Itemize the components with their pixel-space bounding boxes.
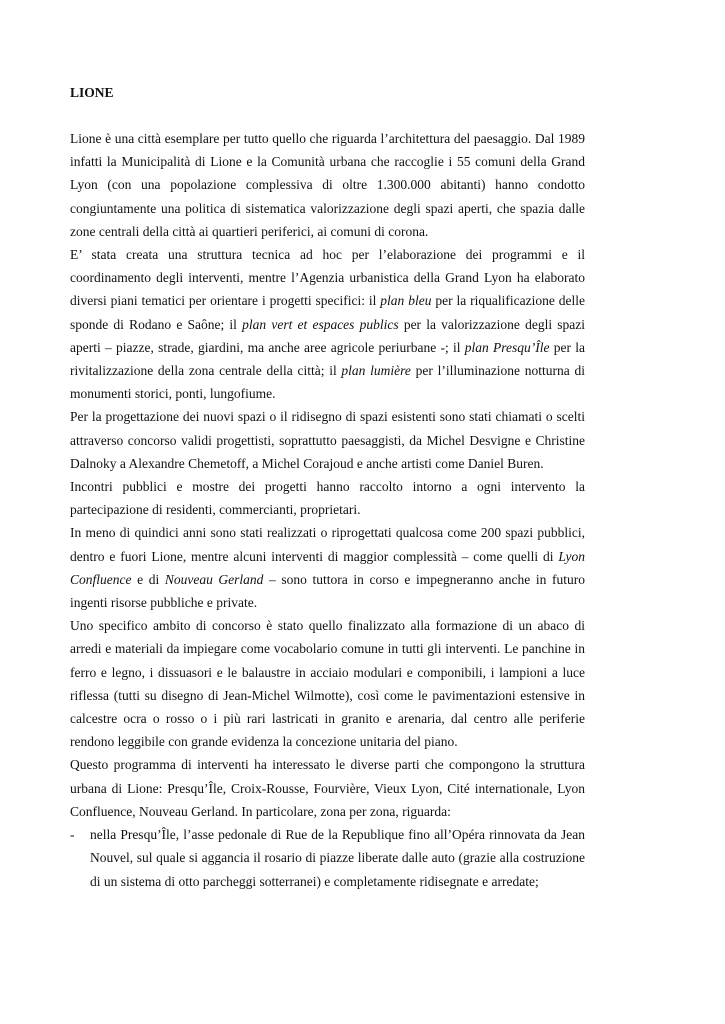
paragraph-plans xyxy=(70,243,585,405)
paragraph-public-meetings xyxy=(70,475,585,521)
text-run: Uno specifico ambito di concorso è stato quello finalizzato alla formazione di un abaco di arredi e materiali da impiegare come vocabolario comune in tutti gli interventi. Le panchine in ferro e legno, i dissuasori e le balaustre in acciaio modulari e componibili, i lampioni a luce riflessa (tutti su disegno di Jean-Michel Wilmotte), così come le pavimentazioni estensive in calcestre ocra o rosso o i più rari lastricati in granito e arenaria, dal centro alle periferie rendono leggibile con grande evidenza la concezione unitaria del piano. xyxy=(70,618,585,750)
paragraph-furniture xyxy=(70,614,585,753)
paragraph-intro xyxy=(70,127,585,243)
paragraph-urban-structure xyxy=(70,753,585,823)
italic-lyon-confluence: Lyon Confluence xyxy=(70,548,585,587)
text-run: Incontri pubblici e mostre dei progetti hanno raccolto intorno a ogni intervento la partecipazione di residenti, commercianti, proprietari. xyxy=(70,479,585,518)
italic-plan-presquile: plan Presqu’Île xyxy=(464,339,550,355)
text-run: Per la progettazione dei nuovi spazi o il ridisegno di spazi esistenti sono stati chiamati o scelti attraverso concorso validi progettisti, soprattutto paesaggisti, da Michel Desvigne e Christine Dalnoky a Alexandre Chemetoff, a Michel Corajoud e anche artisti come Daniel Buren. xyxy=(70,409,585,471)
text-run: In meno di quindici anni sono stati realizzati o riprogettati qualcosa come 200 spazi pubblici, dentro e fuori Lione, mentre alcuni interventi di maggior complessità – come quelli di xyxy=(70,525,585,564)
text-run: per la valorizzazione degli spazi aperti – piazze, strade, giardini, ma anche aree agricole periurbane -; il xyxy=(70,316,585,355)
text-run: Lione è una città esemplare per tutto quello che riguarda l’architettura del paesaggio. Dal 1989 infatti la Municipalità di Lione e la Comunità urbana che raccoglie i 55 comuni della Grand Lyon (con una popolazione complessiva di oltre 1.300.000 abitanti) hanno condotto congiuntamente una politica di sistematica valorizzazione degli spazi aperti, che spazia dalle zone centrali della città ai quartieri periferici, ai comuni di corona. xyxy=(70,131,585,239)
italic-plan-bleu: plan bleu xyxy=(380,293,432,309)
text-run: per l’illuminazione notturna di monumenti storici, ponti, lungofiume. xyxy=(70,363,585,402)
text-run: e di xyxy=(131,571,165,587)
italic-plan-vert: plan vert et espaces publics xyxy=(242,316,399,332)
text-run: per la riqualificazione delle sponde di Rodano e Saône; il xyxy=(70,293,585,332)
list-item-text: nella Presqu’Île, l’asse pedonale di Rue de la Republique fino all’Opéra rinnovata da Jean Nouvel, sul quale si aggancia il rosario di piazze liberate dalle auto (grazie alla costruzione di un sistema di otto parcheggi sotterranei) e completamente ridisegnate e arredate; xyxy=(90,827,585,889)
italic-plan-lumiere: plan lumière xyxy=(341,363,411,379)
paragraph-designers xyxy=(70,405,585,475)
text-run: – sono tuttora in corso e impegneranno anche in futuro ingenti risorse pubbliche e private. xyxy=(70,571,586,611)
text-run: E’ stata creata una struttura tecnica ad hoc per l’elaborazione dei programmi e il coordinamento degli interventi, mentre l’Agenzia urbanistica della Grand Lyon ha elaborato diversi piani tematici per orientare i progetti specifici: il xyxy=(70,247,585,309)
italic-nouveau-gerland: Nouveau Gerland xyxy=(164,571,264,587)
text-run: per la rivitalizzazione della zona centrale della città; il xyxy=(70,339,586,379)
list-dash: - xyxy=(70,827,75,843)
text-run: Questo programma di interventi ha interessato le diverse parti che compongono la struttura urbana di Lione: Presqu’Île, Croix-Rousse, Fourvière, Vieux Lyon, Cité internationale, Lyon Confluence, Nouveau Gerland. In particolare, zona per zona, riguarda: xyxy=(70,757,585,819)
paragraph-public-spaces xyxy=(70,521,585,614)
zone-list xyxy=(70,823,585,893)
document-title: LIONE xyxy=(70,85,114,100)
list-item xyxy=(70,823,585,893)
